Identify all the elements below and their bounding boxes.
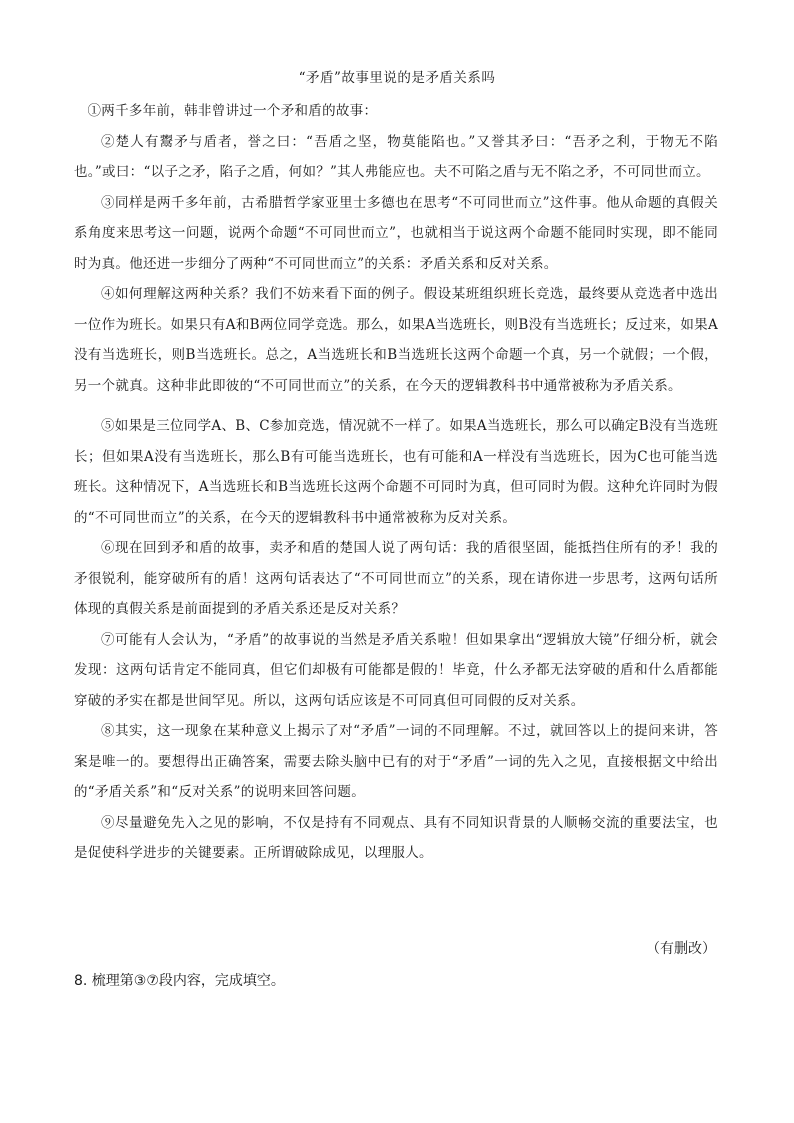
paragraph-7: ⑦可能有人会认为，“矛盾”的故事说的当然是矛盾关系啦！但如果拿出“逻辑放大镜”仔细分析，就会发现：这两句话肯定不能同真，但它们却极有可能都是假的！毕竟，什么矛都无法穿破的盾和什么盾都能穿破的矛实在都是世间罕见。所以，这两句话应该是不可同真但可同假的反对关系。: [74, 631, 718, 709]
paragraph-6: ⑥现在回到矛和盾的故事，卖矛和盾的楚国人说了两句话：我的盾很坚固，能抵挡住所有的矛！我的矛很锐利，能穿破所有的盾！这两句话表达了“不可同世而立”的关系，现在请你进一步思考，这两句话所体现的真假关系是前面提到的矛盾关系还是反对关系？: [74, 540, 718, 617]
paragraph-2: ②楚人有鬻矛与盾者，誉之曰：“吾盾之坚，物莫能陷也。”又誉其矛曰：“吾矛之利，于物无不陷也。”或曰：“以子之矛，陷子之盾，何如？”其人弗能应也。夫不可陷之盾与无不陷之矛，不可同世而立。: [74, 133, 718, 180]
paragraph-5: ⑤如果是三位同学A、B、C参加竞选，情况就不一样了。如果A当选班长，那么可以确定B没有当选班长；但如果A没有当选班长，那么B有可能当选班长，也有可能和A一样没有当选班长，因为C也可能当选班长。这种情况下，A当选班长和B当选班长这两个命题不可同时为真，但可同时为假。这种允许同时为假的“不可同世而立”的关系，在今天的逻辑教科书中通常被称为反对关系。: [74, 418, 718, 526]
paragraph-9: ⑨尽量避免先入之见的影响，不仅是持有不同观点、具有不同知识背景的人顺畅交流的重要法宝，也是促使科学进步的关键要素。正所谓破除成见，以理服人。: [74, 814, 718, 861]
question-8: 8. 梳理第③⑦段内容，完成填空。: [74, 973, 285, 989]
paragraph-3: ③同样是两千多年前，古希腊哲学家亚里士多德也在思考“不可同世而立”这件事。他从命题的真假关系角度来思考这一问题，说两个命题“不可同世而立”，也就相当于说这两个命题不能同时实现，即不能同时为真。他还进一步细分了两种“不可同世而立”的关系：矛盾关系和反对关系。: [74, 194, 718, 272]
passage-body: [74, 96, 718, 869]
paragraph-4: ④如何理解这两种关系？我们不妨来看下面的例子。假设某班组织班长竞选，最终要从竞选者中选出一位作为班长。如果只有A和B两位同学竞选。那么，如果A当选班长，则B没有当选班长；反过来，如果A没有当选班长，则B当选班长。总之，A当选班长和B当选班长这两个命题一个真，另一个就假；一个假，另一个就真。这种非此即彼的“不可同世而立”的关系，在今天的逻辑教科书中通常被称为矛盾关系。: [74, 286, 718, 394]
source-note: （有删改）: [646, 941, 716, 957]
paragraph-1: ①两千多年前，韩非曾讲过一个矛和盾的故事：: [87, 103, 378, 119]
paragraph-8: ⑧其实，这一现象在某种意义上揭示了对“矛盾”一词的不同理解。不过，就回答以上的提问来讲，答案是唯一的。要想得出正确答案，需要去除头脑中已有的对于“矛盾”一词的先入之见，直接根据文中给出的“矛盾关系”和“反对关系”的说明来回答问题。: [74, 723, 718, 800]
passage-title: “矛盾”故事里说的是矛盾关系吗: [298, 70, 496, 86]
